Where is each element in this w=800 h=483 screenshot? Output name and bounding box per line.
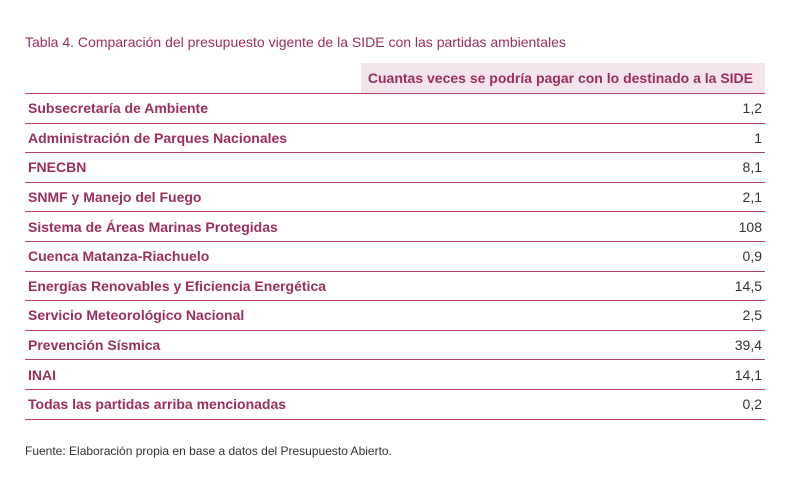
row-value: 0,9 <box>742 248 762 265</box>
table-row <box>25 212 765 242</box>
row-value: 1,2 <box>742 100 762 117</box>
source-note: Fuente: Elaboración propia en base a datos del Presupuesto Abierto. <box>25 444 392 458</box>
row-label: FNECBN <box>28 159 87 176</box>
table-row <box>25 183 765 213</box>
row-value: 1 <box>754 129 762 146</box>
row-value: 0,2 <box>742 396 762 413</box>
comparison-table <box>25 63 765 420</box>
table-row <box>25 272 765 302</box>
row-value: 14,5 <box>734 277 762 294</box>
row-label: Energías Renovables y Eficiencia Energética <box>28 277 327 294</box>
table-row <box>25 331 765 361</box>
table-row <box>25 301 765 331</box>
row-label: Administración de Parques Nacionales <box>28 129 288 146</box>
row-value: 2,1 <box>742 189 762 206</box>
row-value: 8,1 <box>742 159 762 176</box>
table-row <box>25 390 765 420</box>
row-value: 108 <box>738 218 762 235</box>
row-value: 14,1 <box>734 366 762 383</box>
table-row <box>25 360 765 390</box>
table-row <box>25 242 765 272</box>
column-header: Cuantas veces se podría pagar con lo destinado a la SIDE <box>361 63 765 93</box>
table-row <box>25 124 765 154</box>
row-value: 39,4 <box>734 337 762 354</box>
row-label: INAI <box>28 366 56 383</box>
row-label: Cuenca Matanza-Riachuelo <box>28 248 210 265</box>
row-label: Todas las partidas arriba mencionadas <box>28 396 287 413</box>
table-header-row <box>25 63 765 94</box>
row-label: Servicio Meteorológico Nacional <box>28 307 245 324</box>
row-value: 2,5 <box>742 307 762 324</box>
table-caption: Tabla 4. Comparación del presupuesto vigente de la SIDE con las partidas ambientales <box>25 34 566 50</box>
table-row <box>25 94 765 124</box>
row-label: Sistema de Áreas Marinas Protegidas <box>28 218 278 235</box>
row-label: Prevención Sísmica <box>28 337 161 354</box>
table-row <box>25 153 765 183</box>
row-label: SNMF y Manejo del Fuego <box>28 189 202 206</box>
row-label: Subsecretaría de Ambiente <box>28 100 208 117</box>
